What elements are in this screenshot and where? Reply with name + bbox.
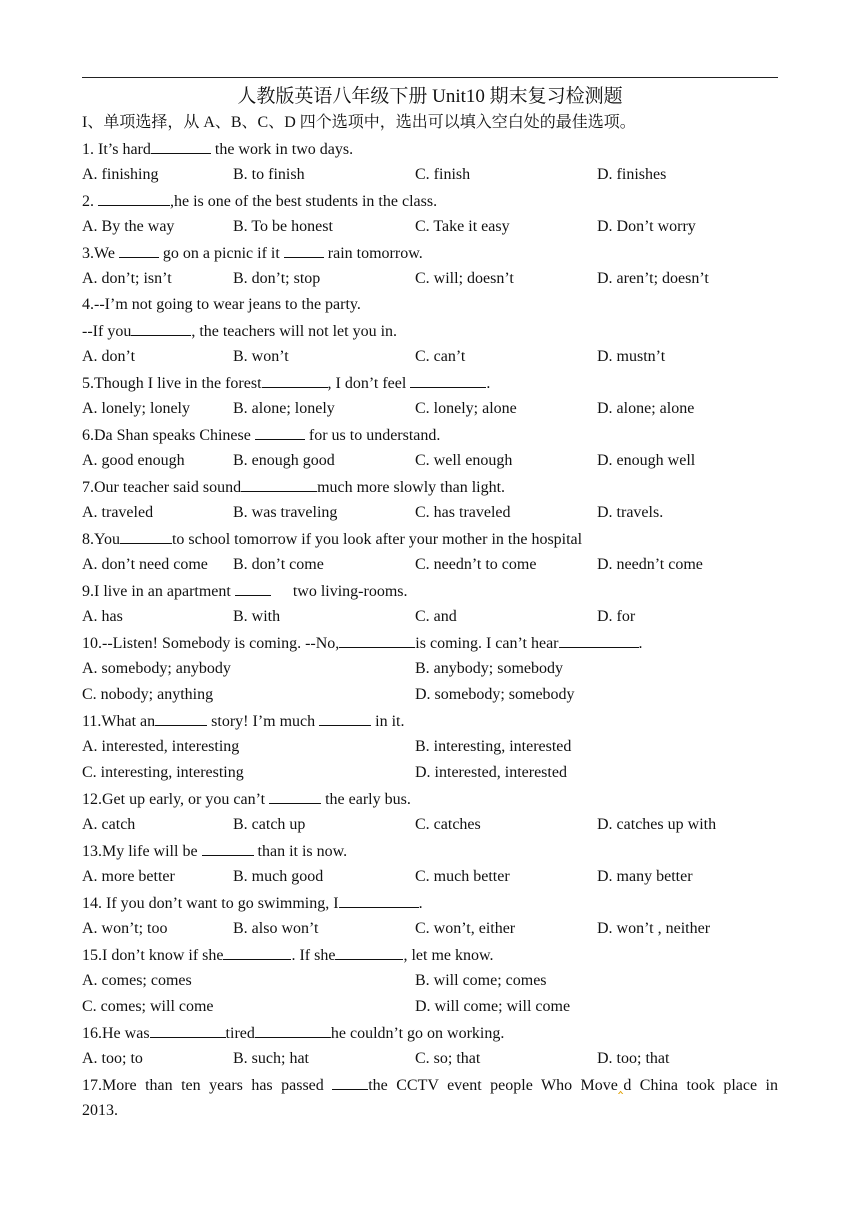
answer-blank[interactable] (120, 526, 172, 544)
section-heading: I、单项选择，从 A、B、C、D 四个选项中，选出可以填入空白处的最佳选项。 (82, 114, 636, 131)
option-d[interactable]: D. enough well (597, 452, 696, 469)
option-d[interactable]: D. mustn’t (597, 348, 666, 365)
option-c[interactable]: C. won’t, either (415, 920, 516, 937)
answer-blank[interactable] (202, 838, 254, 856)
option-b[interactable]: B. with (233, 608, 281, 625)
option-a[interactable]: A. don’t; isn’t (82, 270, 172, 287)
option-a[interactable]: A. don’t need come (82, 556, 208, 573)
option-c[interactable]: C. well enough (415, 452, 513, 469)
option-c[interactable]: C. so; that (415, 1050, 481, 1067)
option-d[interactable]: D. somebody; somebody (415, 686, 575, 703)
answer-blank[interactable] (98, 188, 170, 206)
option-b[interactable]: B. was traveling (233, 504, 338, 521)
option-a[interactable]: A. lonely; lonely (82, 400, 190, 417)
question-8-stem: 8.You to school tomorrow if you look after your mother in the hospital (82, 526, 582, 552)
option-b[interactable]: B. such; hat (233, 1050, 309, 1067)
option-c[interactable]: C. nobody; anything (82, 686, 214, 703)
option-d[interactable]: D. too; that (597, 1050, 670, 1067)
option-a[interactable]: A. catch (82, 816, 136, 833)
question-4-stem-continued: --If you , the teachers will not let you in. (82, 318, 397, 344)
header-rule (82, 77, 778, 78)
option-c[interactable]: C. can’t (415, 348, 466, 365)
option-c[interactable]: C. comes; will come (82, 998, 214, 1015)
option-b[interactable]: B. catch up (233, 816, 306, 833)
answer-blank[interactable] (255, 1020, 331, 1038)
option-b[interactable]: B. won’t (233, 348, 289, 365)
question-11-stem: 11.What an story! I’m much in it. (82, 708, 404, 734)
answer-blank[interactable] (332, 1072, 368, 1090)
answer-blank[interactable] (150, 1020, 226, 1038)
option-d[interactable]: D. won’t , neither (597, 920, 711, 937)
option-a[interactable]: A. interested, interesting (82, 738, 240, 755)
answer-blank[interactable] (335, 942, 403, 960)
answer-blank[interactable] (339, 890, 419, 908)
option-a[interactable]: A. comes; comes (82, 972, 192, 989)
question-3-stem: 3.We go on a picnic if it rain tomorrow. (82, 240, 423, 266)
answer-blank[interactable] (131, 318, 191, 336)
option-d[interactable]: D. many better (597, 868, 693, 885)
question-4-stem: 4.--I’m not going to wear jeans to the party. (82, 296, 361, 313)
question-1-stem: 1. It’s hard the work in two days. (82, 136, 353, 162)
option-c[interactable]: C. interesting, interesting (82, 764, 244, 781)
option-a[interactable]: A. more better (82, 868, 175, 885)
option-c[interactable]: C. Take it easy (415, 218, 510, 235)
question-12-stem: 12.Get up early, or you can’t the early bus. (82, 786, 411, 812)
answer-blank[interactable] (559, 630, 639, 648)
option-a[interactable]: A. has (82, 608, 123, 625)
option-d[interactable]: D. will come; will come (415, 998, 571, 1015)
question-13-stem: 13.My life will be than it is now. (82, 838, 347, 864)
option-b[interactable]: B. anybody; somebody (415, 660, 563, 677)
option-c[interactable]: C. lonely; alone (415, 400, 517, 417)
option-d[interactable]: D. for (597, 608, 636, 625)
option-b[interactable]: B. alone; lonely (233, 400, 335, 417)
option-a[interactable]: A. finishing (82, 166, 159, 183)
answer-blank[interactable] (319, 708, 371, 726)
option-d[interactable]: D. finishes (597, 166, 667, 183)
answer-blank[interactable] (255, 422, 305, 440)
question-10-stem: 10.--Listen! Somebody is coming. --No, is coming. I can’t hear . (82, 630, 643, 656)
answer-blank[interactable] (284, 240, 324, 258)
option-d[interactable]: D. interested, interested (415, 764, 567, 781)
question-16-stem: 16.He was tired he couldn’t go on working. (82, 1020, 504, 1046)
option-b[interactable]: B. to finish (233, 166, 305, 183)
option-b[interactable]: B. also won’t (233, 920, 319, 937)
option-a[interactable]: A. By the way (82, 218, 175, 235)
option-c[interactable]: C. needn’t to come (415, 556, 537, 573)
option-c[interactable]: C. catches (415, 816, 481, 833)
answer-blank[interactable] (241, 474, 317, 492)
option-b[interactable]: B. don’t; stop (233, 270, 321, 287)
answer-blank[interactable] (151, 136, 211, 154)
question-5-stem: 5.Though I live in the forest , I don’t feel . (82, 370, 490, 396)
option-b[interactable]: B. enough good (233, 452, 335, 469)
answer-blank[interactable] (235, 578, 271, 596)
answer-blank[interactable] (339, 630, 415, 648)
option-c[interactable]: C. has traveled (415, 504, 511, 521)
question-17-stem: 17.More than ten years has passed the CCTV event people Who Move‸d China took place in (82, 1072, 778, 1098)
answer-blank[interactable] (262, 370, 328, 388)
question-7-stem: 7.Our teacher said sound much more slowly than light. (82, 474, 505, 500)
option-d[interactable]: D. aren’t; doesn’t (597, 270, 709, 287)
option-d[interactable]: D. Don’t worry (597, 218, 696, 235)
answer-blank[interactable] (410, 370, 486, 388)
option-d[interactable]: D. travels. (597, 504, 664, 521)
option-a[interactable]: A. good enough (82, 452, 185, 469)
edit-mark-icon: ‸ (617, 1077, 624, 1094)
option-d[interactable]: D. catches up with (597, 816, 717, 833)
answer-blank[interactable] (155, 708, 207, 726)
option-c[interactable]: C. will; doesn’t (415, 270, 514, 287)
question-9-stem: 9.I live in an apartment two living-rooms. (82, 578, 408, 604)
question-14-stem: 14. If you don’t want to go swimming, I . (82, 890, 423, 916)
option-b[interactable]: B. interesting, interested (415, 738, 572, 755)
option-b[interactable]: B. will come; comes (415, 972, 547, 989)
question-6-stem: 6.Da Shan speaks Chinese for us to understand. (82, 422, 440, 448)
answer-blank[interactable] (269, 786, 321, 804)
option-b[interactable]: B. much good (233, 868, 324, 885)
question-2-stem: 2. ,he is one of the best students in the class. (82, 188, 437, 214)
option-a[interactable]: A. somebody; anybody (82, 660, 231, 677)
option-d[interactable]: D. needn’t come (597, 556, 703, 573)
option-a[interactable]: A. won’t; too (82, 920, 168, 937)
option-a[interactable]: A. too; to (82, 1050, 143, 1067)
option-c[interactable]: C. finish (415, 166, 471, 183)
answer-blank[interactable] (119, 240, 159, 258)
answer-blank[interactable] (223, 942, 291, 960)
option-c[interactable]: C. much better (415, 868, 510, 885)
option-c[interactable]: C. and (415, 608, 457, 625)
option-a[interactable]: A. traveled (82, 504, 154, 521)
option-d[interactable]: D. alone; alone (597, 400, 695, 417)
option-b[interactable]: B. don’t come (233, 556, 324, 573)
question-15-stem: 15.I don’t know if she . If she , let me know. (82, 942, 494, 968)
question-17-stem-continued: 2013. (82, 1102, 118, 1119)
page-title: 人教版英语八年级下册 Unit10 期末复习检测题 (237, 86, 623, 107)
option-b[interactable]: B. To be honest (233, 218, 333, 235)
option-a[interactable]: A. don’t (82, 348, 136, 365)
